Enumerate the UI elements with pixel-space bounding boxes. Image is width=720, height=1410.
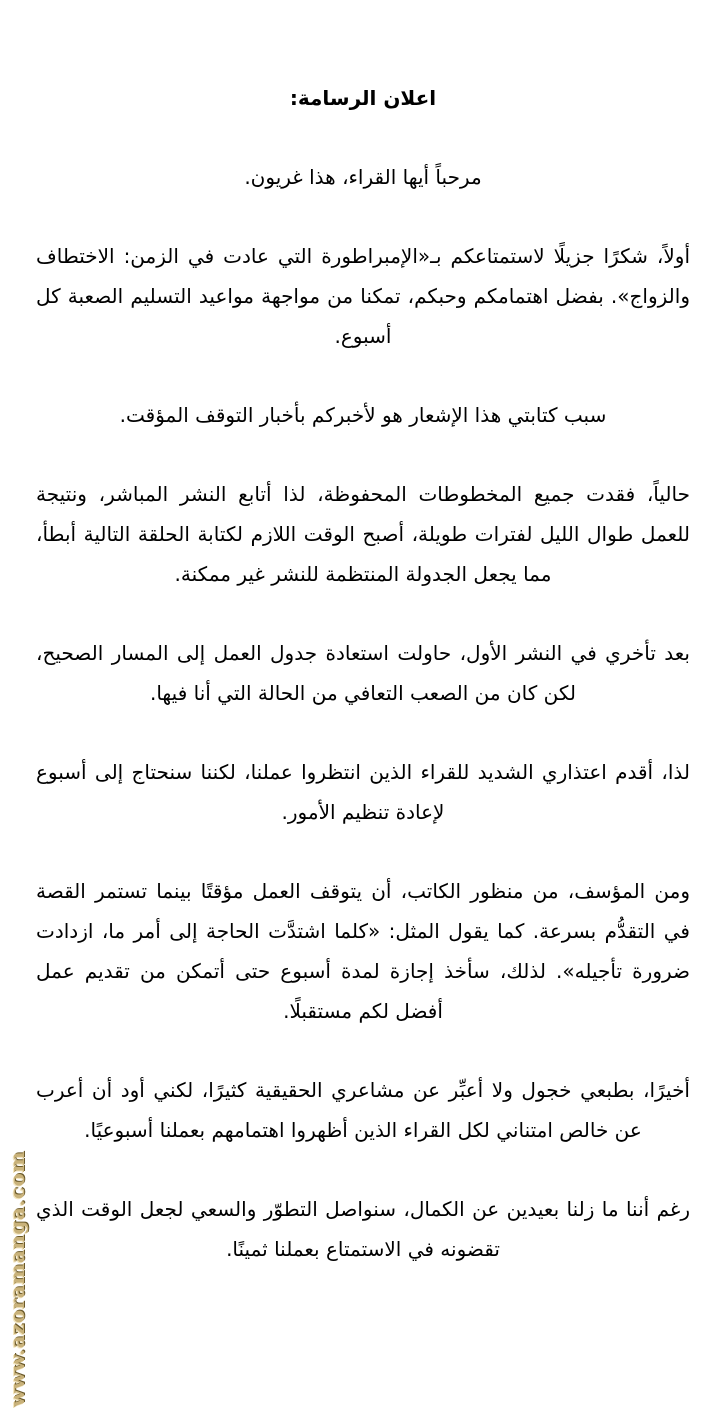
paragraph-apology: لذا، أقدم اعتذاري الشديد للقراء الذين انتظروا عملنا، لكننا سنحتاج إلى أسبوع لإعادة تنظيم الأمور. [36,760,690,824]
notice-title: اعلان الرسامة: [289,86,437,110]
paragraph-break-notice: ومن المؤسف، من منظور الكاتب، أن يتوقف العمل مؤقتًا بينما تستمر القصة في التقدُّم بسرعة. كما يقول المثل: «كلما اشتدَّت الحاجة إلى أمر ما، ازدادت ضرورة تأجيله». لذلك، سأخذ إجازة لمدة أسبوع حتى أتمكن من تقديم عمل أفضل لكم مستقبلًا. [36,879,690,1023]
paragraph-reason: سبب كتابتي هذا الإشعار هو لأخبركم بأخبار التوقف المؤقت. [119,403,607,427]
notice-content [36,78,690,1269]
paragraph-closing: رغم أننا ما زلنا بعيدين عن الكمال، سنواصل التطوّر والسعي لجعل الوقت الذي تقضونه في الاستمتاع بعملنا ثمينًا. [36,1197,690,1261]
paragraph-greeting: مرحباً أيها القراء، هذا غريون. [244,165,482,189]
paragraph-delay: بعد تأخري في النشر الأول، حاولت استعادة جدول العمل إلى المسار الصحيح، لكن كان من الصعب التعافي من الحالة التي أنا فيها. [36,641,690,705]
watermark-text: www.azoramanga.com [5,1150,29,1408]
site-watermark [0,1150,34,1408]
paragraph-gratitude: أخيرًا، بطبعي خجول ولا أعبِّر عن مشاعري الحقيقية كثيرًا، لكني أود أن أعرب عن خالص امتناني لكل القراء الذين أظهروا اهتمامهم بعملنا أسبوعيًا. [36,1078,690,1142]
paragraph-thanks: أولاً، شكرًا جزيلًا لاستمتاعكم بـ«الإمبراطورة التي عادت في الزمن: الاختطاف والزواج». بفضل اهتمامكم وحبكم، تمكنا من مواجهة مواعيد التسليم الصعبة كل أسبوع. [36,244,690,348]
paragraph-current-state: حالياً، فقدت جميع المخطوطات المحفوظة، لذا أتابع النشر المباشر، ونتيجة للعمل طوال الليل لفترات طويلة، أصبح الوقت اللازم لكتابة الحلقة التالية أبطأ، مما يجعل الجدولة المنتظمة للنشر غير ممكنة. [36,482,690,586]
